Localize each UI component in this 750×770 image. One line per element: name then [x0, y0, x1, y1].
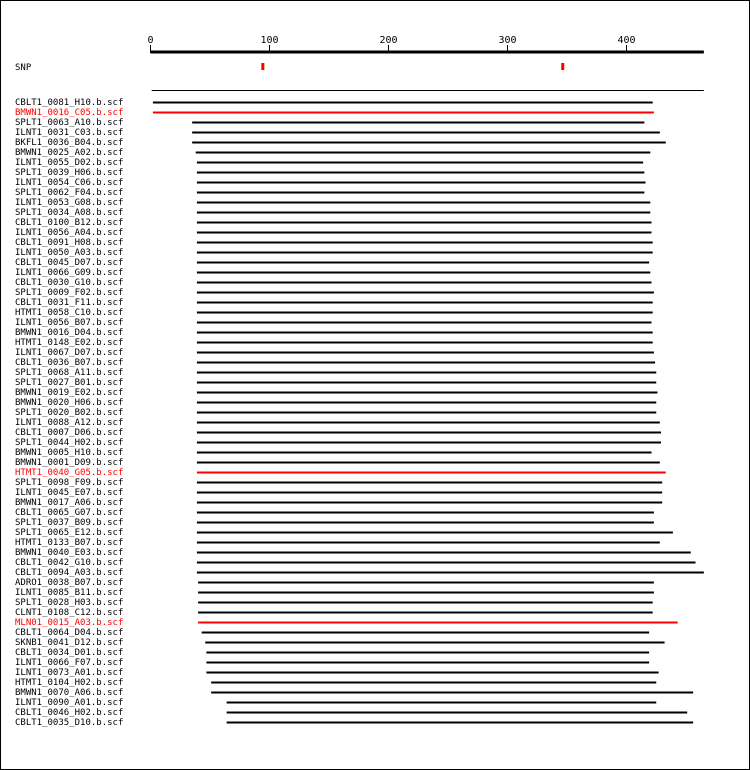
- read-row: [15, 528, 673, 538]
- read-row: [15, 118, 644, 128]
- read-name[interactable]: HTMT1_0104_H02.b.scf: [15, 678, 124, 688]
- read-name[interactable]: CBLT1_0091_H08.b.scf: [15, 238, 124, 248]
- read-row: [15, 138, 666, 148]
- read-name[interactable]: CBLT1_0065_G07.b.scf: [15, 508, 124, 518]
- read-row: [15, 258, 649, 268]
- read-name[interactable]: HTMT1_0040_G05.b.scf: [15, 468, 124, 478]
- read-row: [15, 218, 651, 228]
- read-name[interactable]: ILNT1_0054_C06.b.scf: [15, 178, 124, 188]
- read-name[interactable]: CBLT1_0030_G10.b.scf: [15, 278, 124, 288]
- read-row: [15, 358, 655, 368]
- read-name[interactable]: CBLT1_0031_F11.b.scf: [15, 298, 124, 308]
- read-row: [15, 148, 650, 158]
- read-name[interactable]: ILNT1_0090_A01.b.scf: [15, 698, 124, 708]
- read-row: [15, 588, 654, 598]
- read-row: [15, 108, 654, 118]
- read-name[interactable]: MLN01_0015_A03.b.scf: [15, 618, 124, 628]
- read-name[interactable]: CBLT1_0035_D10.b.scf: [15, 718, 124, 728]
- read-name[interactable]: ILNT1_0056_B07.b.scf: [15, 318, 124, 328]
- read-row: [15, 378, 656, 388]
- snp-track: [261, 63, 564, 70]
- read-row: [15, 498, 662, 508]
- read-name[interactable]: SPLT1_0068_A11.b.scf: [15, 368, 124, 378]
- read-row: [15, 518, 654, 528]
- read-row: [15, 238, 653, 248]
- read-row: [15, 418, 660, 428]
- read-name[interactable]: ADRO1_0038_B07.b.scf: [15, 578, 124, 588]
- read-row: [15, 208, 650, 218]
- read-name[interactable]: SPLT1_0020_B02.b.scf: [15, 408, 124, 418]
- read-name[interactable]: SPLT1_0063_A10.b.scf: [15, 118, 124, 128]
- read-name[interactable]: SPLT1_0009_F02.b.scf: [15, 288, 124, 298]
- read-name[interactable]: BKFL1_0036_B04.b.scf: [15, 138, 124, 148]
- read-row: [15, 628, 649, 638]
- read-name[interactable]: SPLT1_0044_H02.b.scf: [15, 438, 124, 448]
- read-name[interactable]: BMWN1_0025_A02.b.scf: [15, 148, 124, 158]
- read-name[interactable]: HTMT1_0133_B07.b.scf: [15, 538, 124, 548]
- read-name[interactable]: HTMT1_0148_E02.b.scf: [15, 338, 124, 348]
- read-name[interactable]: ILNT1_0085_B11.b.scf: [15, 588, 124, 598]
- read-row: [15, 428, 661, 438]
- read-name[interactable]: ILNT1_0073_A01.b.scf: [15, 668, 124, 678]
- read-name[interactable]: SPLT1_0062_F04.b.scf: [15, 188, 124, 198]
- snp-marker: [561, 63, 564, 70]
- read-name[interactable]: CLNT1_0108_C12.b.scf: [15, 608, 124, 618]
- read-name[interactable]: SPLT1_0028_H03.b.scf: [15, 598, 124, 608]
- read-row: [15, 638, 665, 648]
- read-row: [15, 98, 653, 108]
- read-name[interactable]: BMWN1_0016_C05.b.scf: [15, 108, 124, 118]
- read-name[interactable]: ILNT1_0050_A03.b.scf: [15, 248, 124, 258]
- read-name[interactable]: CBLT1_0100_B12.b.scf: [15, 218, 124, 228]
- read-row: [15, 368, 656, 378]
- read-row: [15, 328, 653, 338]
- read-row: [15, 708, 687, 718]
- read-row: [15, 598, 653, 608]
- axis-tick-label: 200: [379, 35, 398, 46]
- read-row: [15, 288, 654, 298]
- read-name[interactable]: SPLT1_0065_E12.b.scf: [15, 528, 124, 538]
- read-name[interactable]: SPLT1_0039_H06.b.scf: [15, 168, 124, 178]
- read-row: [15, 338, 653, 348]
- read-row: [15, 248, 653, 258]
- read-row: [15, 308, 653, 318]
- read-name[interactable]: SPLT1_0034_A08.b.scf: [15, 208, 124, 218]
- read-row: [15, 488, 662, 498]
- read-row: [15, 448, 651, 458]
- read-row: [15, 658, 649, 668]
- read-name[interactable]: BMWN1_0070_A06.b.scf: [15, 688, 124, 698]
- axis-tick-label: 400: [617, 35, 636, 46]
- read-name[interactable]: SPLT1_0027_B01.b.scf: [15, 378, 124, 388]
- read-row: [15, 458, 660, 468]
- read-row: [15, 318, 651, 328]
- read-name[interactable]: ILNT1_0066_G09.b.scf: [15, 268, 124, 278]
- read-row: [15, 128, 660, 138]
- read-row: [15, 438, 661, 448]
- read-name[interactable]: CBLT1_0046_H02.b.scf: [15, 708, 124, 718]
- read-row: [15, 718, 693, 728]
- read-row: [15, 278, 651, 288]
- read-name[interactable]: ILNT1_0056_A04.b.scf: [15, 228, 124, 238]
- read-row: [15, 228, 651, 238]
- read-row: [15, 688, 693, 698]
- read-name[interactable]: BMWN1_0019_E02.b.scf: [15, 388, 124, 398]
- read-row: [15, 408, 656, 418]
- read-row: [15, 398, 656, 408]
- snp-track-label: SNP: [15, 63, 32, 73]
- read-row: [15, 568, 704, 578]
- read-row: [15, 508, 654, 518]
- read-name[interactable]: ILNT1_0088_A12.b.scf: [15, 418, 124, 428]
- read-name[interactable]: ILNT1_0067_D07.b.scf: [15, 348, 124, 358]
- read-alignment-diagram: [1, 1, 749, 769]
- read-row: [15, 648, 649, 658]
- read-name[interactable]: ILNT1_0066_F07.b.scf: [15, 658, 124, 668]
- read-row: [15, 558, 696, 568]
- snp-marker: [261, 63, 264, 70]
- read-name[interactable]: ILNT1_0031_C03.b.scf: [15, 128, 124, 138]
- read-name[interactable]: ILNT1_0045_E07.b.scf: [15, 488, 124, 498]
- read-name[interactable]: BMWN1_0017_A06.b.scf: [15, 498, 124, 508]
- read-name[interactable]: BMWN1_0016_D04.b.scf: [15, 328, 124, 338]
- read-row: [15, 538, 660, 548]
- read-name[interactable]: BMWN1_0040_E03.b.scf: [15, 548, 124, 558]
- read-row: [15, 678, 656, 688]
- read-name[interactable]: HTMT1_0058_C10.b.scf: [15, 308, 124, 318]
- read-name[interactable]: CBLT1_0036_B07.b.scf: [15, 358, 124, 368]
- read-row: [15, 348, 654, 358]
- read-name[interactable]: SPLT1_0037_B09.b.scf: [15, 518, 124, 528]
- read-row: [15, 668, 659, 678]
- read-name[interactable]: BMWN1_0001_D09.b.scf: [15, 458, 124, 468]
- read-row: [15, 548, 691, 558]
- read-name[interactable]: SKNB1_0041_D12.b.scf: [15, 638, 124, 648]
- read-row: [15, 388, 657, 398]
- axis-tick-label: 100: [260, 35, 279, 46]
- read-row: [15, 298, 653, 308]
- read-row: [15, 468, 666, 478]
- read-row: [15, 158, 643, 168]
- read-row: [15, 698, 656, 708]
- read-row: [15, 578, 654, 588]
- position-axis: [147, 35, 703, 53]
- read-row: [15, 268, 650, 278]
- read-name[interactable]: CBLT1_0081_H10.b.scf: [15, 98, 124, 108]
- read-row: [15, 198, 650, 208]
- read-row: [15, 618, 678, 628]
- read-name[interactable]: SPLT1_0098_F09.b.scf: [15, 478, 124, 488]
- axis-tick-label: 300: [498, 35, 517, 46]
- read-name[interactable]: ILNT1_0053_G08.b.scf: [15, 198, 124, 208]
- read-name[interactable]: CBLT1_0045_D07.b.scf: [15, 258, 124, 268]
- read-row: [15, 188, 644, 198]
- reads-list: [15, 98, 704, 728]
- read-row: [15, 608, 653, 618]
- read-name[interactable]: CBLT1_0034_D01.b.scf: [15, 648, 124, 658]
- read-name[interactable]: CBLT1_0042_G10.b.scf: [15, 558, 124, 568]
- read-name[interactable]: BMWN1_0005_H10.b.scf: [15, 448, 124, 458]
- read-name[interactable]: ILNT1_0055_D02.b.scf: [15, 158, 124, 168]
- read-name[interactable]: CBLT1_0094_A03.b.scf: [15, 568, 124, 578]
- read-name[interactable]: CBLT1_0007_D06.b.scf: [15, 428, 124, 438]
- read-name[interactable]: CBLT1_0064_D04.b.scf: [15, 628, 124, 638]
- read-name[interactable]: BMWN1_0020_H06.b.scf: [15, 398, 124, 408]
- read-row: [15, 178, 646, 188]
- axis-tick-label: 0: [147, 35, 154, 46]
- read-row: [15, 478, 662, 488]
- read-row: [15, 168, 644, 178]
